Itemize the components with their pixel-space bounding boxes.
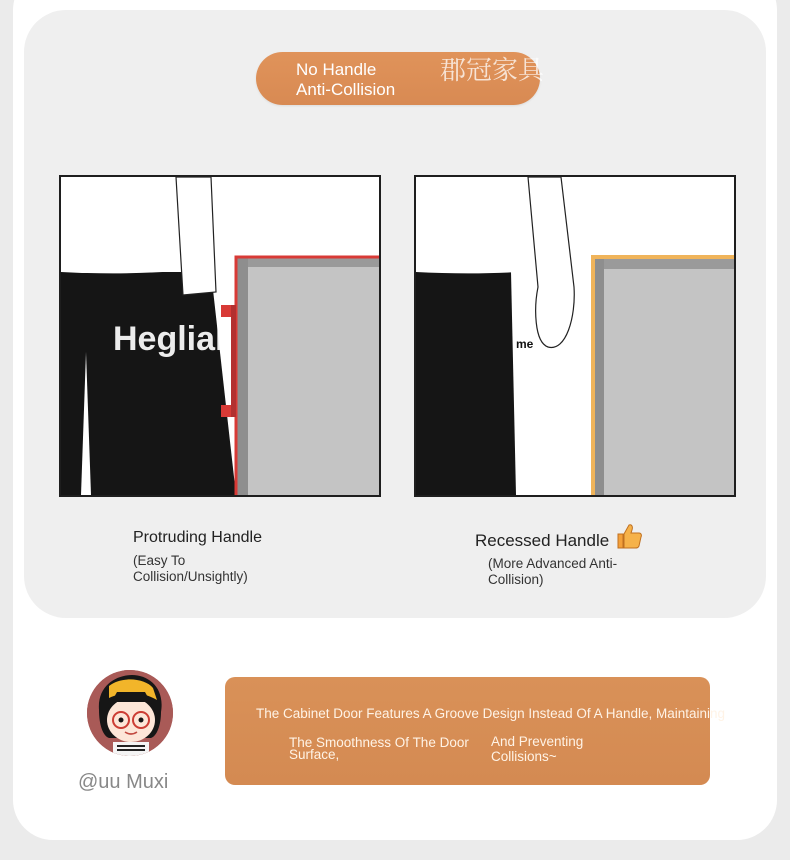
message-bubble: [225, 677, 726, 785]
watermark-text: 郡冠家具: [440, 55, 545, 85]
left-caption-note: (Easy To Collision/Unsightly): [133, 553, 248, 584]
message-line-2a: The Smoothness Of The Door Surface,: [289, 735, 469, 762]
protruding-handle-illustration: [59, 175, 381, 497]
right-overlay-text: me: [516, 337, 534, 351]
header-line-2: Anti-Collision: [296, 80, 396, 99]
right-caption-title: Recessed Handle: [475, 531, 610, 550]
avatar: [87, 670, 173, 756]
header-line-1: No Handle: [296, 60, 377, 79]
message-line-1: The Cabinet Door Features A Groove Design Instead Of A Handle, Maintaining: [256, 706, 726, 721]
username: @uu Muxi: [78, 771, 169, 793]
thumbs-up-icon: [614, 521, 644, 551]
left-caption-title: Protruding Handle: [133, 529, 262, 546]
recessed-handle-illustration: [414, 175, 736, 497]
right-caption-note: (More Advanced Anti-Collision): [488, 556, 618, 587]
message-line-2b: And Preventing Collisions~: [491, 734, 584, 764]
left-overlay-text: Heglial: [113, 320, 225, 358]
